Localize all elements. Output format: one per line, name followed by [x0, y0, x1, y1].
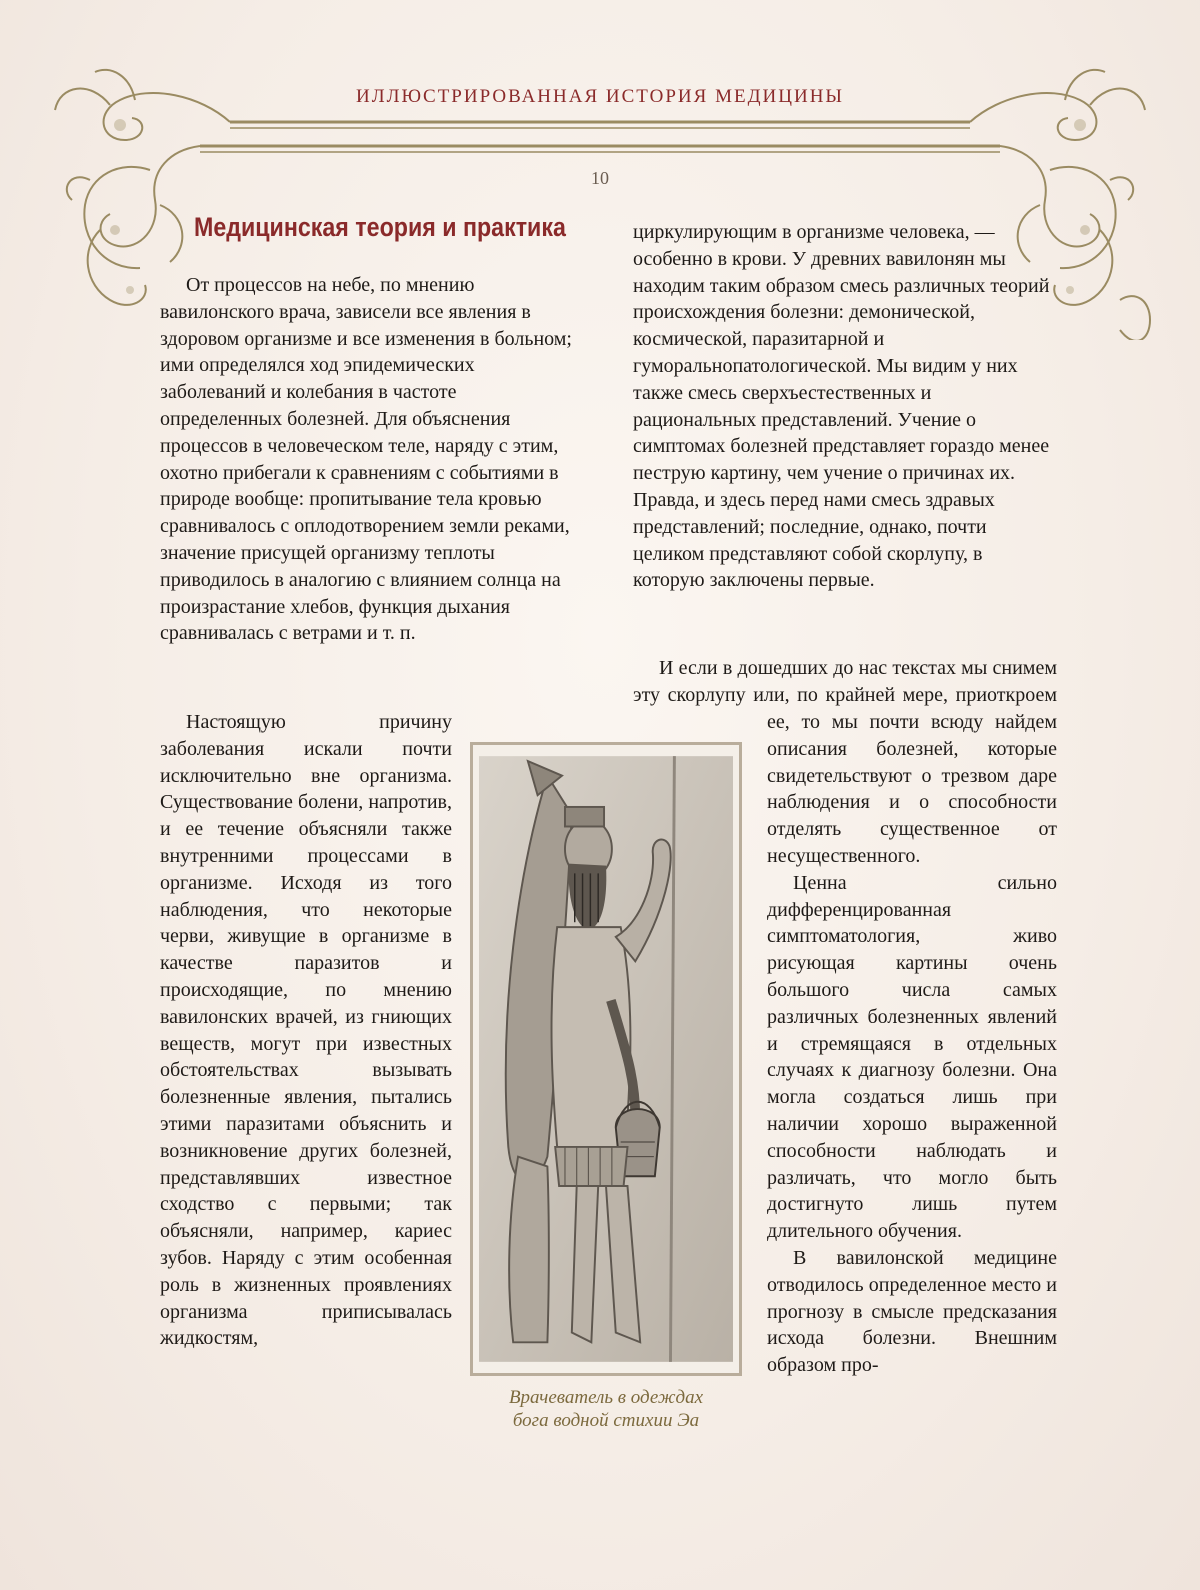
right-column-narrow — [767, 709, 1057, 1379]
caption-line: Врачеватель в одеждах — [508, 1387, 704, 1408]
left-column-narrow — [160, 709, 452, 1352]
caption-line: бога водной стихии Эа — [512, 1410, 700, 1431]
right-column — [633, 219, 1057, 594]
paragraph: От процессов на небе, по мнению вавилонского врача, зависели все явления в здоровом организме и все изменения в больном; ими определялся ход эпидемических заболеваний и колебания в частоте определенных болезней. Для объяснения процессов в человеческом теле, наряду с этим, охотно прибегали к сравнениям с событиями в природе вообще: пропитывание тела кровью сравнивалось с оплодотворением земли реками, значение присущей организму теплоты приводилось в аналогию с влиянием солнца на произрастание хлебов, функция дыхания сравнивалась с ветрами и т. п. — [160, 274, 572, 645]
left-column — [160, 272, 583, 647]
paragraph: циркулирующим в организме человека, — особенно в крови. У древних вавилонян мы находим таким образом смесь различных теорий происхождения болезни: демонической, космической, паразитарной и гуморальнопатологической. Мы видим у них также смесь сверхъестественных и рациональных представлений. Учение о симптомах болезней представляет гораздо менее пеструю картину, чем учение о причинах их. Правда, и здесь перед нами смесь здравых представлений; последние, однако, почти целиком представляют собой скорлупу, в которую заключены первые. — [633, 221, 1050, 592]
paragraph: И если в дошедших до нас текстах мы снимем эту скорлупу или, по крайней мере, приоткроем — [633, 657, 1057, 706]
illustration-frame — [470, 742, 742, 1376]
paragraph: Настоящую причину заболевания искали почти исключительно вне организма. Существование болени, напротив, и ее течение объясняли также внутренними процессами в организме. Исходя из того наблюдения, что некоторые черви, живущие в организме в качестве паразитов и происходящие, по мнению вавилонских врачей, из гниющих веществ, могут при известных обстоятельствах вызывать болезненные явления, пытались этими паразитами объяснить и возникновение других болезней, представлявших известное сходство с первыми; так объясняли, например, кариес зубов. Наряду с этим особенная роль в жизненных проявлениях организма приписывалась жидкостям, — [160, 711, 452, 1350]
page-number: 10 — [591, 168, 609, 188]
paragraph-continuation: ее, то мы почти всюду найдем описания болезней, которые свидетельствуют о трезвом даре наблюдения и о способности отделять существенное от несущественного. — [767, 711, 1057, 867]
section-heading: Медицинская теория и практика — [194, 212, 566, 242]
paragraph: Ценна сильно дифференцированная симптоматология, живо рисующая картины очень большого числа самых различных болезненных явлений и стремящаяся в отдельных случаях к диагнозу болезни. Она могла создаться лишь при наличии хорошо выраженной способности наблюдать и различать, что могло быть достигнуто лишь путем длительного обучения. — [767, 871, 1057, 1243]
bas-relief-figure-icon — [479, 751, 733, 1367]
paragraph: В вавилонской медицине отводилось определенное место и прогнозу в смысле предсказания исхода болезни. Внешним образом про- — [767, 1246, 1057, 1377]
running-head-title: ИЛЛЮСТРИРОВАННАЯ ИСТОРИЯ МЕДИЦИНЫ — [356, 86, 844, 107]
right-column-wide-lines — [633, 655, 1057, 709]
figure-caption — [470, 1386, 742, 1432]
